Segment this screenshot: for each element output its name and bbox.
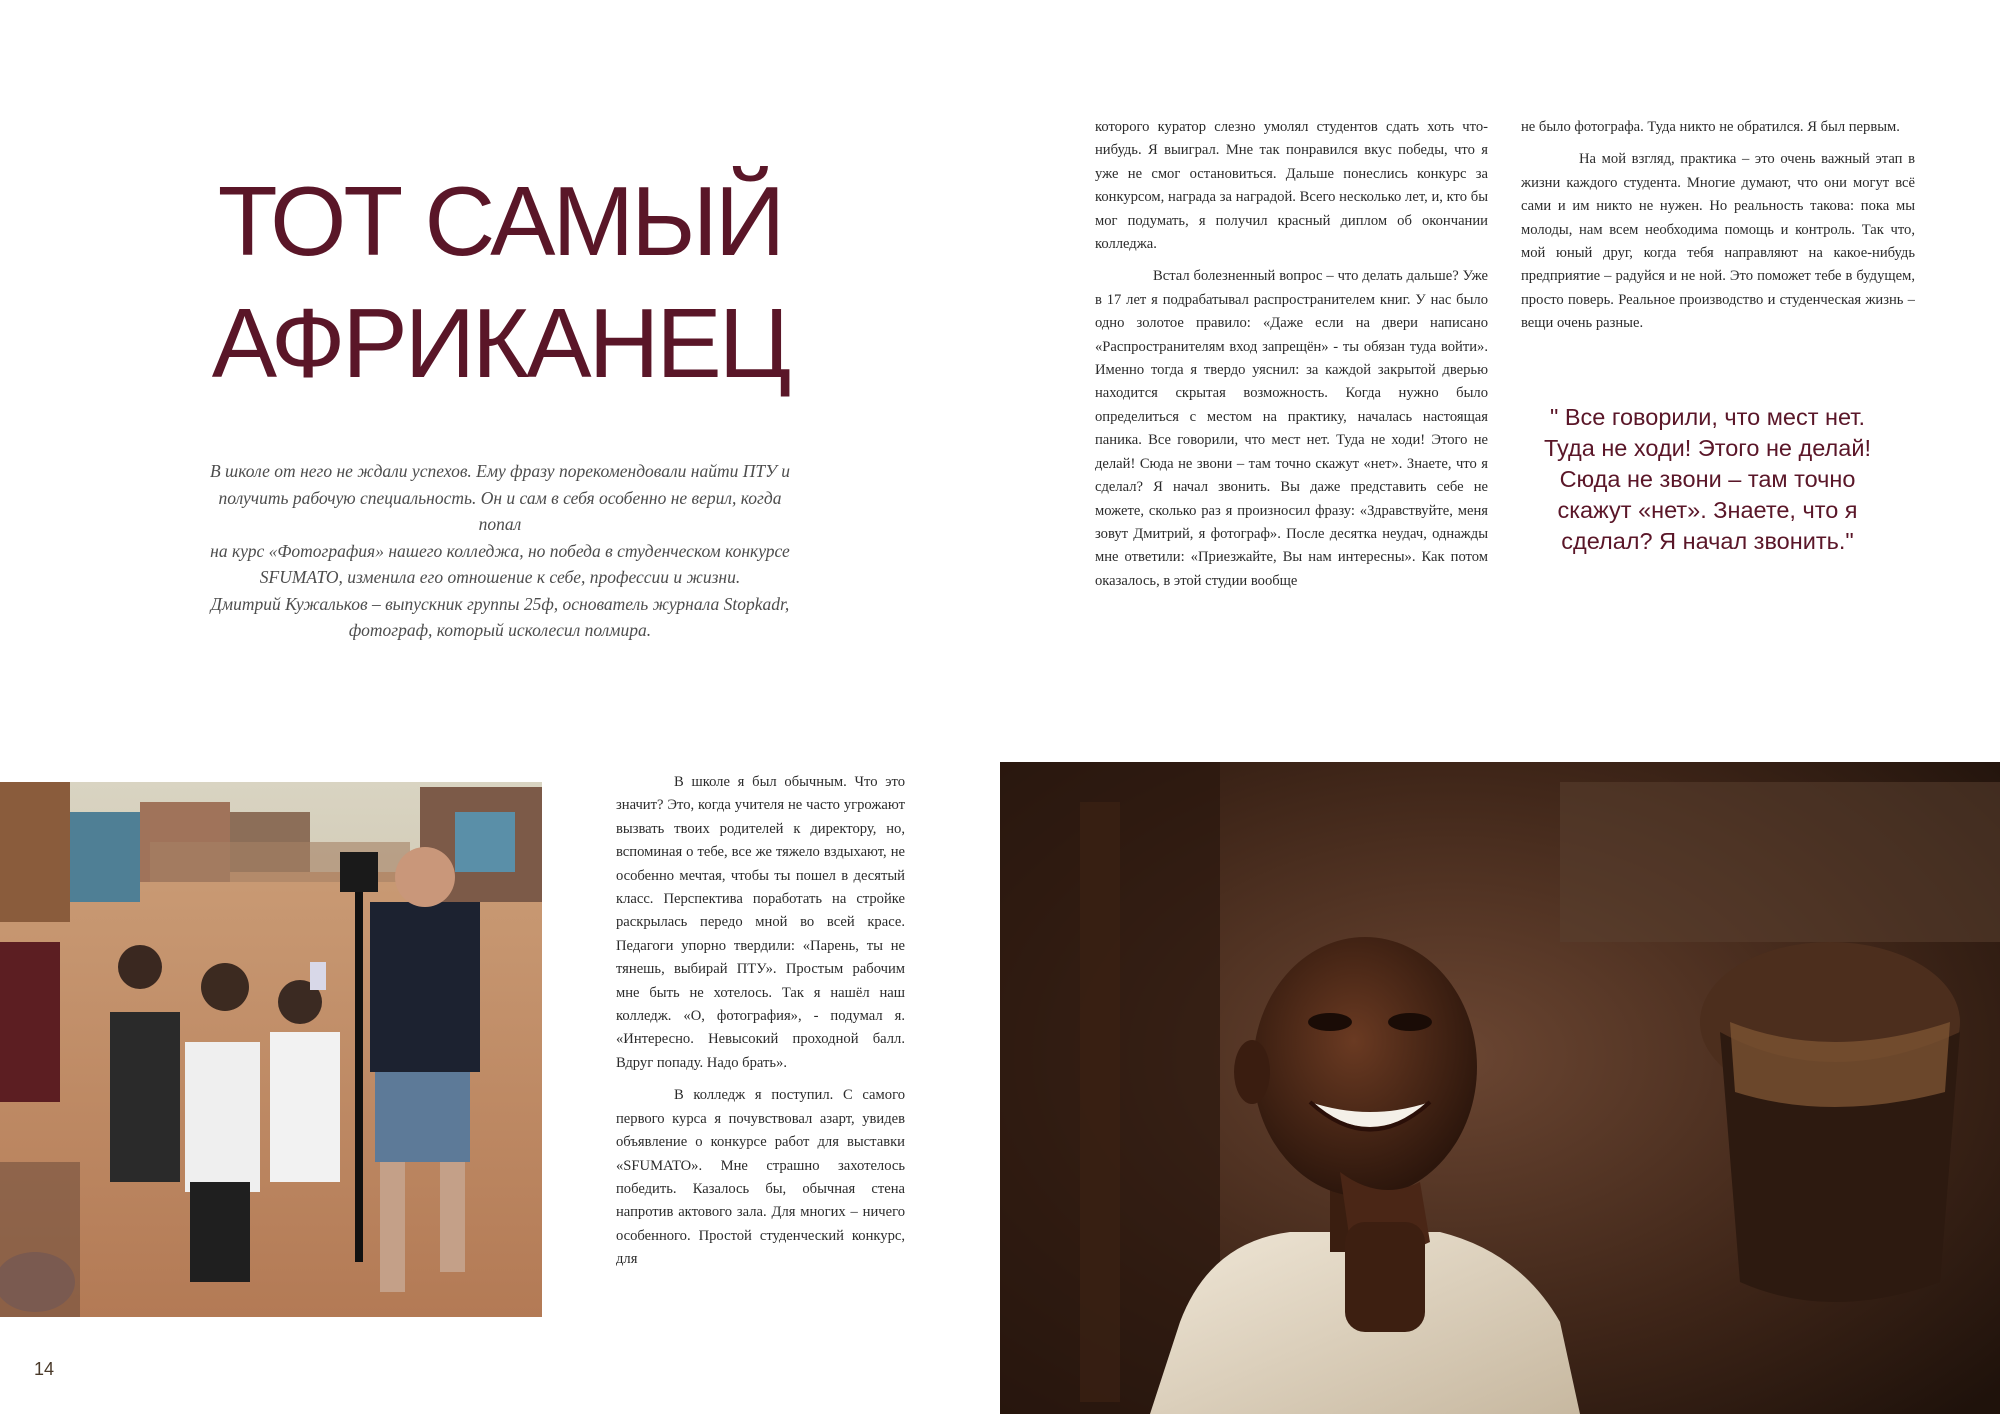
quote-line: Сюда не звони – там точно [1559, 466, 1856, 492]
body-paragraph: не было фотографа. Туда никто не обратился. Я был первым. [1521, 119, 1900, 135]
body-column-middle [1095, 116, 1488, 621]
body-column-right [1521, 116, 1915, 366]
pull-quote [1535, 402, 1880, 557]
article-lead [200, 458, 800, 644]
lead-line: Дмитрий Кужальков – выпускник группы 25ф, основатель журнала Stopkadr, [210, 593, 790, 614]
body-paragraph: В колледж я поступил. С самого первого курса я почувствовал азарт, увидев объявление о конкурсе работ для выставки «SFUMATO». Мне страшно захотелось победить. Казалось бы, обычная стена напротив актового зала. Для многих – ничего особенного. Простой студенческий конкурс, для [616, 1087, 905, 1268]
body-paragraph: В школе я был обычным. Что это значит? Это, когда учителя не часто угрожают вызвать твоих родителей к директору, но, вспоминая о тебе, все же тяжело вздыхают, не особенно мечтая, чтобы ты пошел в десятый класс. Перспектива поработать на стройке раскрылась передо мной во всей красе. Педагоги упорно твердили: «Парень, ты не тянешь, выбирай ПТУ». Простым рабочим мне быть не хотелось. Так я нашёл наш колледж. «О, фотография», - подумал я. «Интересно. Невысокий проходной балл. Вдруг попаду. Надо брать». [616, 774, 905, 1071]
quote-line: сделал? Я начал звонить." [1561, 528, 1854, 554]
quote-line: " Все говорили, что мест нет. [1550, 404, 1865, 430]
smiling-child-photo [1000, 762, 2000, 1414]
body-column-left [616, 771, 905, 1327]
title-line-2: АФРИКАНЕЦ [211, 288, 789, 398]
street-photo [0, 782, 542, 1317]
lead-line: получить рабочую специальность. Он и сам в себя особенно не верил, когда попал [218, 487, 782, 534]
title-line-1: ТОТ САМЫЙ [217, 166, 783, 276]
body-paragraph: которого куратор слезно умолял студентов сдать хоть что-нибудь. Я выиграл. Мне так понравился вкус победы, что я уже не смог остановиться. Дальше понеслись конкурс за конкурсом, награда за наградой. Всего несколько лет, и, кто бы мог подумать, я получил красный диплом об окончании колледжа. [1095, 119, 1488, 253]
body-paragraph: На мой взгляд, практика – это очень важный этап в жизни каждого студента. Многие думают, что они могут всё сами и им никто не нужен. Но реальность такова: пока мы молоды, нам всем необходима помощь и контроль. Так что, мой юный друг, когда тебя направляют на какое-нибудь предприятие – радуйся и не ной. Это поможет тебе в будущем, просто поверь. Реальное производство и студенческая жизнь – вещи очень разные. [1521, 151, 1915, 332]
lead-line: В школе от него не ждали успехов. Ему фразу порекомендовали найти ПТУ и [209, 461, 790, 481]
lead-line: на курс «Фотография» нашего колледжа, но победа в студенческом конкурсе [210, 540, 790, 561]
article-title [170, 160, 830, 404]
lead-line: фотограф, который исколесил полмира. [348, 620, 652, 640]
lead-line: SFUMATO, изменила его отношение к себе, профессии и жизни. [259, 567, 741, 587]
page-number: 14 [34, 1359, 55, 1379]
quote-line: скажут «нет». Знаете, что я [1557, 497, 1858, 523]
body-paragraph: Встал болезненный вопрос – что делать дальше? Уже в 17 лет я подрабатывал распространителем книг. У нас было одно золотое правило: «Даже если на двери написано «Распространителям вход запрещён» - ты обязан туда войти». Именно тогда я твердо уяснил: за каждой закрытой дверью находится скрытая возможность. Когда нужно было определиться с местом на практику, началась настоящая паника. Все говорили, что мест нет. Туда не ходи! Этого не делай! Сюда не звони – там точно скажут «нет». Знаете, что я сделал? Я начал звонить. Вы даже представить себе не можете, сколько раз я произносил фразу: «Здравствуйте, меня зовут Дмитрий, я фотограф». После десятка неудач, однажды мне ответили: «Приезжайте, Вы нам интересны». Как потом оказалось, в этой студии вообще [1095, 268, 1488, 589]
quote-line: Туда не ходи! Этого не делай! [1544, 435, 1871, 461]
